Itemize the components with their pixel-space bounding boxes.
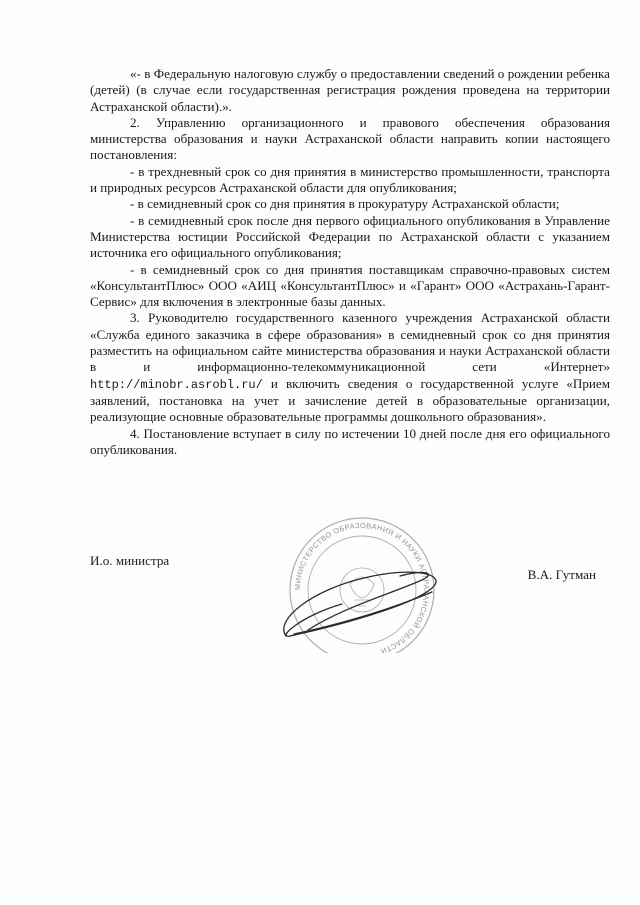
signature-block xyxy=(90,553,610,582)
paragraph-3-text-a: 3. Руководителю государственного казенного учреждения Астраханской области «Служба единого заказчика в сфере образования» в семидневный срок со дня принятия разместить на официальном сайте министерства образования и науки Астраханской области в и информационно-телекоммуникационной сети «Интернет» xyxy=(90,310,610,375)
paragraph-2: 2. Управлению организационного и правового обеспечения образования министерства образования и науки Астраханской области направить копии настоящего постановления: xyxy=(90,114,610,163)
document-body xyxy=(90,66,610,458)
paragraph-3-text-b: и включить сведения о государственной услуге «Прием заявлений, постановка на учет и зачисление детей в образовательные организации, реализующие основные образовательные программы дошкольного образования». xyxy=(90,375,610,425)
list-item-prosecutor: - в семидневный срок со дня принятия в прокуратуру Астраханской области; xyxy=(130,196,560,212)
signatory-name: В.А. Гутман xyxy=(527,567,596,582)
website-link[interactable]: http://minobr.asrobl.ru/ xyxy=(90,377,263,392)
paragraph-3 xyxy=(90,310,610,425)
list-item-legal-systems: - в семидневный срок со дня принятия поставщикам справочно-правовых систем «КонсультантПлюс» ООО «АИЦ «КонсультантПлюс» и «Гарант» ООО «Астрахань-Гарант-Сервис» для включения в электронные базы данных. xyxy=(90,261,610,310)
paragraph-4: 4. Постановление вступает в силу по истечении 10 дней после дня его официального опубликования. xyxy=(90,425,610,457)
list-item-justice-ministry: - в семидневный срок после дня первого официального опубликования в Управление Министерства юстиции Российской Федерации по Астраханской области с указанием источника его официального опубликования; xyxy=(90,212,610,261)
svg-text:МИНИСТЕРСТВО ОБРАЗОВАНИЯ И НАУ: МИНИСТЕРСТВО ОБРАЗОВАНИЯ И НАУКИ АСТРАХАНСКОЙ ОБЛАСТИ xyxy=(292,520,432,653)
signatory-title: И.о. министра xyxy=(90,553,170,568)
official-seal-and-signature xyxy=(272,508,452,653)
list-item-industry-ministry: - в трехдневный срок со дня принятия в министерство промышленности, транспорта и природных ресурсов Астраханской области для опубликования; xyxy=(90,163,610,196)
paragraph-tax-service: «- в Федеральную налоговую службу о предоставлении сведений о рождении ребенка (детей) (в случае если государственная регистрация рождения проведена на территории Астраханской области).». xyxy=(90,66,610,114)
